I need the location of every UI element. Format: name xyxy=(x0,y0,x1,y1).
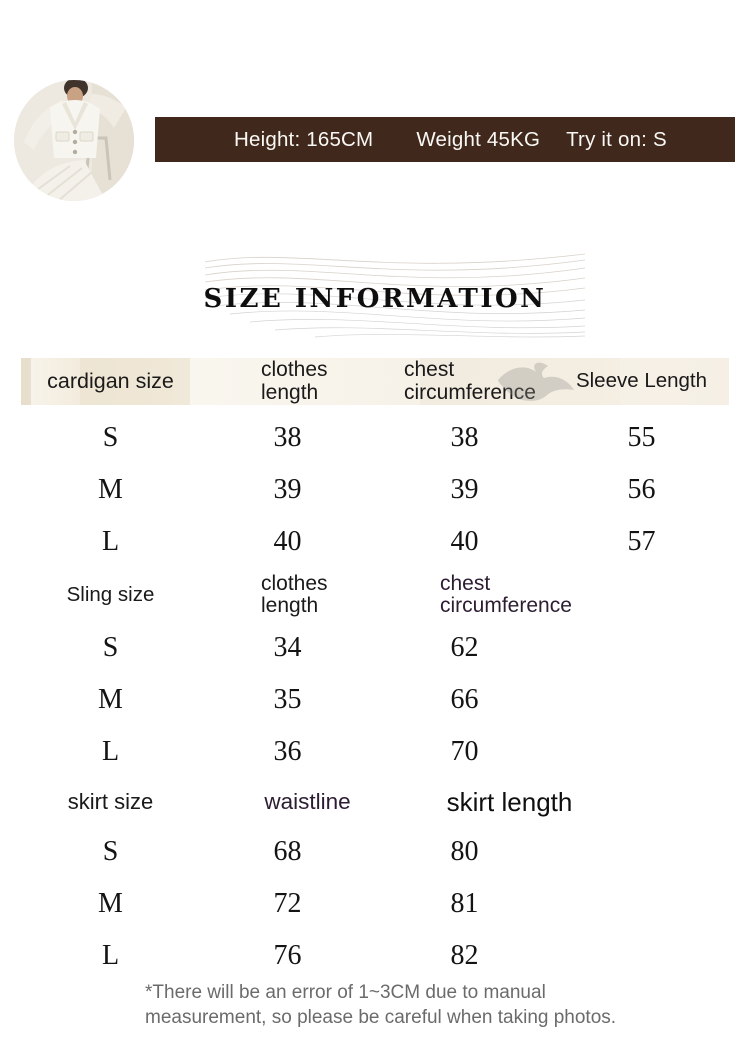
size-cell: S xyxy=(102,836,119,867)
sling-size-header: Sling size xyxy=(66,582,155,606)
size-cell: M xyxy=(98,684,123,715)
value-cell: 81 xyxy=(450,888,479,919)
table-row xyxy=(0,674,750,726)
size-cell: S xyxy=(102,632,119,663)
value-cell: 55 xyxy=(627,422,656,453)
model-photo-illustration xyxy=(14,80,134,201)
value-cell: 35 xyxy=(273,684,302,715)
value-cell: 56 xyxy=(627,474,656,505)
table-row xyxy=(0,622,750,674)
sling-size-table xyxy=(0,622,750,778)
skirt-header-row xyxy=(0,778,750,826)
clothes-length-header: clothes length xyxy=(261,358,328,404)
value-cell: 76 xyxy=(273,940,302,971)
value-cell: 36 xyxy=(273,736,302,767)
value-cell: 38 xyxy=(450,422,479,453)
value-cell: 40 xyxy=(450,526,479,557)
table-row xyxy=(0,826,750,878)
chest-circumference-header: chest circumference xyxy=(440,571,572,617)
measurement-disclaimer xyxy=(145,982,625,1032)
cardigan-header-band xyxy=(0,358,750,405)
table-row xyxy=(0,726,750,778)
model-tryon-label: Try it on: S xyxy=(566,127,667,151)
table-row xyxy=(0,930,750,982)
skirt-size-table xyxy=(0,826,750,982)
fish-watermark-icon xyxy=(492,360,576,404)
model-stats-banner xyxy=(155,117,735,162)
table-row xyxy=(0,464,750,516)
sling-header-row xyxy=(0,568,750,622)
size-cell: L xyxy=(101,736,120,767)
disclaimer-line-2: measurement, so please be careful when taking photos. xyxy=(145,1006,617,1028)
size-cell: L xyxy=(101,940,120,971)
value-cell: 72 xyxy=(273,888,302,919)
value-cell: 39 xyxy=(450,474,479,505)
skirt-length-header: skirt length xyxy=(446,787,573,817)
value-cell: 82 xyxy=(450,940,479,971)
value-cell: 68 xyxy=(273,836,302,867)
value-cell: 57 xyxy=(627,526,656,557)
disclaimer-line-1: *There will be an error of 1~3CM due to manual xyxy=(145,982,546,1003)
value-cell: 62 xyxy=(450,632,479,663)
sleeve-length-header: Sleeve Length xyxy=(575,369,708,393)
waistline-header: waistline xyxy=(264,788,351,814)
value-cell: 34 xyxy=(273,632,302,663)
value-cell: 40 xyxy=(273,526,302,557)
value-cell: 38 xyxy=(273,422,302,453)
title-section xyxy=(0,240,750,340)
table-row xyxy=(0,878,750,930)
size-cell: M xyxy=(98,474,123,505)
value-cell: 66 xyxy=(450,684,479,715)
cardigan-size-table xyxy=(0,412,750,568)
value-cell: 80 xyxy=(450,836,479,867)
page-title: SIZE INFORMATION xyxy=(203,284,547,314)
value-cell: 39 xyxy=(273,474,302,505)
value-cell: 70 xyxy=(450,736,479,767)
model-weight-label: Weight 45KG xyxy=(416,127,541,151)
size-cell: M xyxy=(98,888,123,919)
size-cell: L xyxy=(101,526,120,557)
clothes-length-header: clothes length xyxy=(261,571,328,617)
chest-circumference-header: chest circumference xyxy=(404,358,536,404)
skirt-size-header: skirt size xyxy=(67,789,154,814)
table-row xyxy=(0,412,750,464)
cardigan-header-row xyxy=(0,358,750,405)
model-height-label: Height: 165CM xyxy=(234,127,374,151)
cardigan-size-header: cardigan size xyxy=(47,368,174,393)
model-photo xyxy=(14,80,134,201)
table-row xyxy=(0,516,750,568)
size-cell: S xyxy=(102,422,119,453)
